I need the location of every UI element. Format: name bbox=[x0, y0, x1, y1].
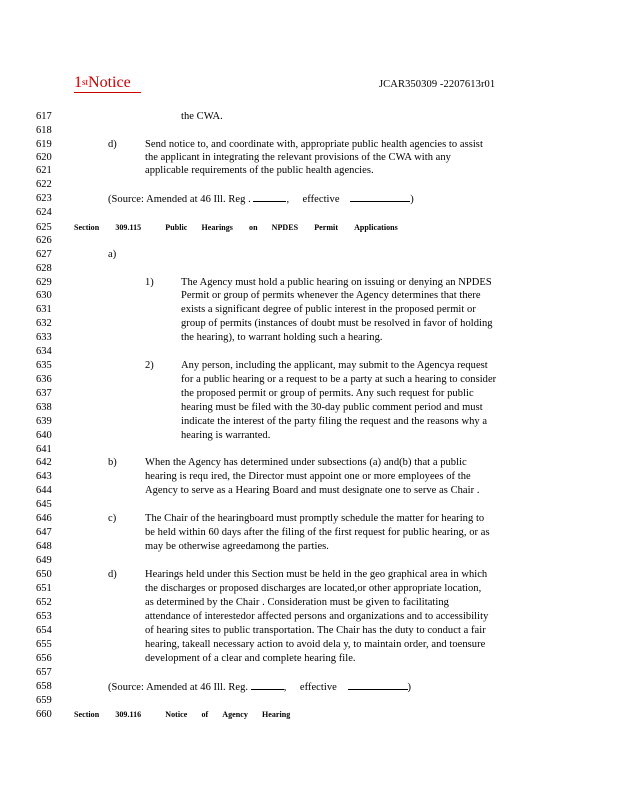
line-number: 627 bbox=[36, 249, 52, 260]
line-number: 657 bbox=[36, 667, 52, 678]
item-1-marker: 1) bbox=[145, 277, 154, 288]
line-number: 648 bbox=[36, 541, 52, 552]
line-number: 638 bbox=[36, 402, 52, 413]
notice-title bbox=[74, 74, 141, 93]
item1-line-4: group of permits (instances of doubt must be resolved in favor of holding bbox=[181, 318, 493, 329]
line-number: 644 bbox=[36, 485, 52, 496]
line-number: 632 bbox=[36, 318, 52, 329]
section-number: 309.116 bbox=[115, 710, 142, 719]
reg-blank-1 bbox=[253, 192, 286, 202]
b-line-3: Agency to serve as a Hearing Board and must designate one to serve as Chair . bbox=[145, 485, 480, 496]
line-number: 637 bbox=[36, 388, 52, 399]
heading-word-1: Notice bbox=[165, 710, 188, 719]
line-number: 618 bbox=[36, 125, 52, 136]
item1-line-3: exists a significant degree of public interest in the proposed permit or bbox=[181, 304, 476, 315]
effective-blank-1 bbox=[350, 192, 410, 202]
notice-number: 1 bbox=[74, 74, 82, 91]
line-number: 628 bbox=[36, 263, 52, 274]
line-number: 624 bbox=[36, 207, 52, 218]
d2-line-7: development of a clear and complete hearing file. bbox=[145, 653, 356, 664]
line-number: 621 bbox=[36, 165, 52, 176]
notice-superscript: st bbox=[82, 77, 89, 87]
d2-line-4: attendance of interestedor affected persons and organizations and to accessibility bbox=[145, 611, 489, 622]
item2-line-5: indicate the interest of the party filing the request and the reasons why a bbox=[181, 416, 488, 427]
line-number: 653 bbox=[36, 611, 52, 622]
line-number: 654 bbox=[36, 625, 52, 636]
notice-word: Notice bbox=[88, 74, 131, 91]
line-number: 651 bbox=[36, 583, 52, 594]
item1-line-2: Permit or group of permits whenever the Agency determines that there bbox=[181, 290, 481, 301]
heading-word-2: Hearings bbox=[201, 223, 233, 232]
line-number: 622 bbox=[36, 179, 52, 190]
line-number: 645 bbox=[36, 499, 52, 510]
d2-line-1: Hearings held under this Section must be held in the geo graphical area in which bbox=[145, 569, 488, 580]
source-note-1: (Source: Amended at 46 Ill. Reg . , effective ) bbox=[108, 194, 414, 205]
document-id: JCAR350309 -2207613r01 bbox=[379, 79, 496, 90]
heading-word-3: Agency bbox=[222, 710, 248, 719]
item1-line-5: the hearing), to warrant holding such a hearing. bbox=[181, 332, 383, 343]
reg-blank-2 bbox=[251, 680, 284, 690]
d1-line-3: applicable requirements of the public health agencies. bbox=[145, 165, 374, 176]
effective-blank-2 bbox=[348, 680, 408, 690]
section-309-116-heading bbox=[74, 708, 290, 721]
item2-line-3: the proposed permit or group of permits. Any such request for public bbox=[181, 388, 474, 399]
line-number: 617 bbox=[36, 111, 52, 122]
line-number: 643 bbox=[36, 471, 52, 482]
source-note-2-text: (Source: Amended at 46 Ill. Reg. bbox=[108, 682, 249, 693]
heading-word-2: of bbox=[201, 710, 209, 719]
item2-line-6: hearing is warranted. bbox=[181, 430, 271, 441]
line-number: 633 bbox=[36, 332, 52, 343]
d1-line-2: the applicant in integrating the relevant provisions of the CWA with any bbox=[145, 152, 451, 163]
b-line-1: When the Agency has determined under subsections (a) and(b) that a public bbox=[145, 457, 467, 468]
item1-line-1: The Agency must hold a public hearing on issuing or denying an NPDES bbox=[181, 277, 492, 288]
line-number: 647 bbox=[36, 527, 52, 538]
line-number: 630 bbox=[36, 290, 52, 301]
line-number: 626 bbox=[36, 235, 52, 246]
line-number: 649 bbox=[36, 555, 52, 566]
heading-word-4: NPDES bbox=[271, 223, 299, 232]
line-number: 656 bbox=[36, 653, 52, 664]
section-number: 309.115 bbox=[115, 223, 142, 232]
d2-line-6: hearing, takeall necessary action to avoid dela y, to maintain order, and toensure bbox=[145, 639, 486, 650]
line-number: 623 bbox=[36, 193, 52, 204]
heading-word-6: Applications bbox=[354, 223, 398, 232]
section-label: Section bbox=[74, 223, 100, 232]
line-number: 625 bbox=[36, 222, 52, 233]
subsection-d-marker: d) bbox=[108, 139, 117, 150]
c-line-1: The Chair of the hearingboard must promptly schedule the matter for hearing to bbox=[145, 513, 485, 524]
heading-word-4: Hearing bbox=[261, 710, 291, 719]
section-309-115-heading bbox=[74, 221, 398, 234]
line-number: 620 bbox=[36, 152, 52, 163]
line-number: 629 bbox=[36, 277, 52, 288]
section-label: Section bbox=[74, 710, 100, 719]
b-line-2: hearing is requ ired, the Director must appoint one or more employees of the bbox=[145, 471, 471, 482]
line-number: 658 bbox=[36, 681, 52, 692]
subsection-d2-marker: d) bbox=[108, 569, 117, 580]
line-number: 639 bbox=[36, 416, 52, 427]
line-number: 619 bbox=[36, 139, 52, 150]
subsection-a-marker: a) bbox=[108, 249, 117, 260]
line-number: 631 bbox=[36, 304, 52, 315]
c-line-3: may be otherwise agreedamong the parties. bbox=[145, 541, 329, 552]
line-number: 655 bbox=[36, 639, 52, 650]
d2-line-2: the discharges or proposed discharges are located,or other appropriate location, bbox=[145, 583, 482, 594]
effective-label-2: effective bbox=[299, 682, 337, 693]
line-number: 636 bbox=[36, 374, 52, 385]
d1-line-1: Send notice to, and coordinate with, appropriate public health agencies to assist bbox=[145, 139, 483, 150]
item2-line-2: for a public hearing or a request to be a party at such a hearing to consider bbox=[181, 374, 497, 385]
line-number: 652 bbox=[36, 597, 52, 608]
source-note-1-text: (Source: Amended at 46 Ill. Reg . bbox=[108, 194, 251, 205]
line-number: 635 bbox=[36, 360, 52, 371]
item2-line-4: hearing must be filed with the 30-day public comment period and must bbox=[181, 402, 483, 413]
line-number: 650 bbox=[36, 569, 52, 580]
line-number: 640 bbox=[36, 430, 52, 441]
line-617-text: the CWA. bbox=[181, 111, 223, 122]
line-number: 660 bbox=[36, 709, 52, 720]
item2-line-1: Any person, including the applicant, may submit to the Agencya request bbox=[181, 360, 488, 371]
subsection-b-marker: b) bbox=[108, 457, 117, 468]
subsection-c-marker: c) bbox=[108, 513, 117, 524]
effective-label-1: effective bbox=[302, 194, 340, 205]
line-number: 642 bbox=[36, 457, 52, 468]
line-number: 646 bbox=[36, 513, 52, 524]
line-number: 659 bbox=[36, 695, 52, 706]
d2-line-5: of hearing sites to public transportation. The Chair has the duty to conduct a fair bbox=[145, 625, 486, 636]
c-line-2: be held within 60 days after the filing of the first request for public hearing, or as bbox=[145, 527, 490, 538]
d2-line-3: as determined by the Chair . Consideration must be given to facilitating bbox=[145, 597, 449, 608]
source-note-2: (Source: Amended at 46 Ill. Reg. , effective ) bbox=[108, 682, 412, 693]
heading-word-3: on bbox=[249, 223, 258, 232]
line-number: 641 bbox=[36, 444, 52, 455]
heading-word-5: Permit bbox=[314, 223, 339, 232]
item-2-marker: 2) bbox=[145, 360, 154, 371]
heading-word-1: Public bbox=[165, 223, 188, 232]
line-number: 634 bbox=[36, 346, 52, 357]
